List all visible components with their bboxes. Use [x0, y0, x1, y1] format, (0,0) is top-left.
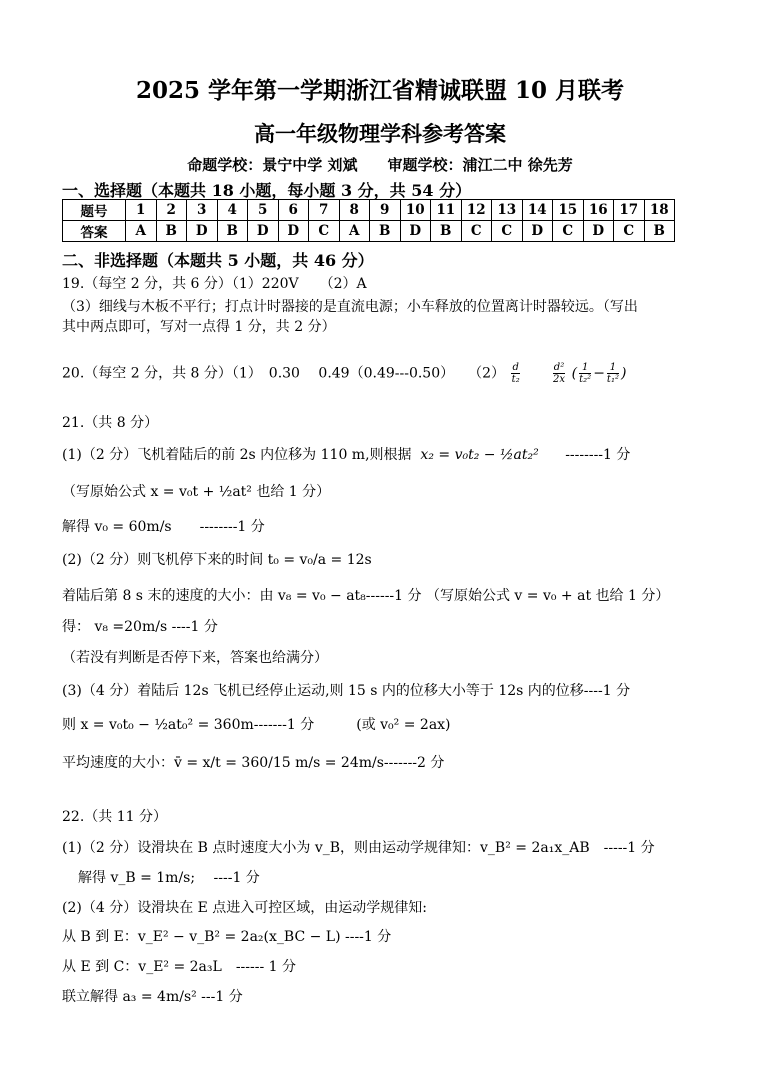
authors-line: 命题学校：景宁中学 刘斌 审题学校：浦江二中 徐先芳 [187, 156, 573, 174]
q20-frac-d2-2x: $\frac{\text{d²}}{2x}$ [553, 362, 566, 385]
answer-cell: C [553, 221, 584, 242]
answer-cell: B [217, 221, 248, 242]
section2-heading: 二、非选择题（本题共 5 小题，共 46 分） [62, 251, 374, 270]
q19-line1: 19.（每空 2 分，共 6 分）（1）220V （2）A [62, 276, 367, 292]
q21-line10: 平均速度的大小：v̄ = x/t = 360/15 m/s = 24m/s-------2 分 [62, 755, 445, 771]
question-number: 7 [309, 200, 340, 221]
answer-table [62, 199, 675, 242]
q20-line1: 20.（每空 2 分，共 8 分）（1） 0.30 0.49（0.49---0.50） （2） $\frac{d}{\text{t₂}}$ $\frac{\text{d²}}{2x}$ ( $\frac{1}{\text{t₂²}}$ − $\frac{1}{\text{t₁²}}$ ) [62, 362, 627, 385]
answer-cell: C [461, 221, 492, 242]
exam-subtitle: 高一年级物理学科参考答案 [254, 121, 506, 146]
question-number: 10 [400, 200, 431, 221]
question-number: 5 [248, 200, 279, 221]
question-number: 4 [217, 200, 248, 221]
question-number: 16 [583, 200, 614, 221]
question-number: 8 [339, 200, 370, 221]
q19-line3: 其中两点即可，写对一点得 1 分，共 2 分） [62, 319, 336, 335]
q21-line2: （写原始公式 x = v₀t + ½at² 也给 1 分） [62, 484, 331, 500]
question-number: 13 [492, 200, 523, 221]
row-label-answer: 答案 [63, 221, 126, 242]
answer-cell: D [187, 221, 218, 242]
answer-cell: B [431, 221, 462, 242]
question-number: 17 [614, 200, 645, 221]
q21-line7: （若没有判断是否停下来，答案也给满分） [62, 650, 328, 666]
question-number: 3 [187, 200, 218, 221]
q22-line4: 从 B 到 E：v_E² − v_B² = 2a₂(x_BC − L) ----1 分 [62, 929, 392, 945]
q21-line1-score: --------1 分 [565, 447, 631, 463]
question-number: 2 [156, 200, 187, 221]
answer-cell: B [370, 221, 401, 242]
q20-paren: ( [571, 365, 578, 382]
row-label-question: 题号 [63, 200, 126, 221]
answer-cell: B [644, 221, 675, 242]
answer-cell: C [492, 221, 523, 242]
q20-text: 20.（每空 2 分，共 8 分）（1） 0.30 0.49（0.49---0.50） （2） [62, 365, 506, 382]
answer-cell: D [248, 221, 279, 242]
answer-cell: A [126, 221, 157, 242]
answer-cell: D [583, 221, 614, 242]
question-number: 14 [522, 200, 553, 221]
q22-line1: (1)（2 分）设滑块在 B 点时速度大小为 v_B，则由运动学规律知：v_B² = 2a₁x_AB -----1 分 [62, 840, 655, 856]
q21-formula1: x₂ = v₀t₂ − ½at₂² [415, 447, 539, 463]
q20-frac-1-t1sq: $\frac{1}{\text{t₁²}}$ [606, 362, 619, 385]
exam-title: 2025 学年第一学期浙江省精诚联盟 10 月联考 [135, 77, 625, 104]
q20-frac-1-t2sq: $\frac{1}{\text{t₂²}}$ [579, 362, 592, 385]
question-number: 1 [126, 200, 157, 221]
answer-cell: C [309, 221, 340, 242]
answer-cell: A [339, 221, 370, 242]
answer-cell: D [522, 221, 553, 242]
q21-head: 21.（共 8 分） [62, 415, 159, 431]
question-number: 15 [553, 200, 584, 221]
q22-line3: (2)（4 分）设滑块在 E 点进入可控区域，由运动学规律知: [62, 900, 428, 916]
q21-line3: 解得 v₀ = 60m/s --------1 分 [62, 519, 265, 535]
q22-line5: 从 E 到 C：v_E² = 2a₃L ------ 1 分 [62, 959, 297, 975]
question-number-row [63, 200, 675, 221]
question-number: 18 [644, 200, 675, 221]
q21-line6: 得： v₈ =20m/s ----1 分 [62, 619, 218, 635]
answer-cell: B [156, 221, 187, 242]
answer-cell: D [278, 221, 309, 242]
question-number: 9 [370, 200, 401, 221]
q21-line5: 着陆后第 8 s 末的速度的大小：由 v₈ = v₀ − at₈------1 分 （写原始公式 v = v₀ + at 也给 1 分） [62, 588, 670, 604]
question-number: 6 [278, 200, 309, 221]
answer-row [63, 221, 675, 242]
q22-line6: 联立解得 a₃ = 4m/s² ---1 分 [62, 989, 243, 1005]
q21-line9: 则 x = v₀t₀ − ½at₀² = 360m-------1 分 (或 v₀² = 2ax) [62, 717, 451, 733]
answer-cell: C [614, 221, 645, 242]
question-number: 12 [461, 200, 492, 221]
q22-head: 22.（共 11 分） [62, 809, 167, 825]
q20-frac-d-t2: $\frac{d}{\text{t₂}}$ [511, 362, 520, 385]
q21-line1-text: (1)（2 分）飞机着陆后的前 2s 内位移为 110 m,则根据 [62, 447, 412, 463]
q19-line2: （3）细线与木板不平行；打点计时器接的是直流电源；小车释放的位置离计时器较远。（写出 [62, 299, 638, 315]
q21-line1 [62, 444, 630, 464]
q21-line4: (2)（2 分）则飞机停下来的时间 t₀ = v₀/a = 12s [62, 552, 372, 568]
section1-heading: 一、选择题（本题共 18 小题，每小题 3 分，共 54 分） [62, 181, 472, 200]
q22-line2: 解得 v_B = 1m/s; ----1 分 [78, 870, 260, 886]
q21-line8: (3)（4 分）着陆后 12s 飞机已经停止运动,则 15 s 内的位移大小等于 12s 内的位移----1 分 [62, 683, 631, 699]
answer-cell: D [400, 221, 431, 242]
question-number: 11 [431, 200, 462, 221]
